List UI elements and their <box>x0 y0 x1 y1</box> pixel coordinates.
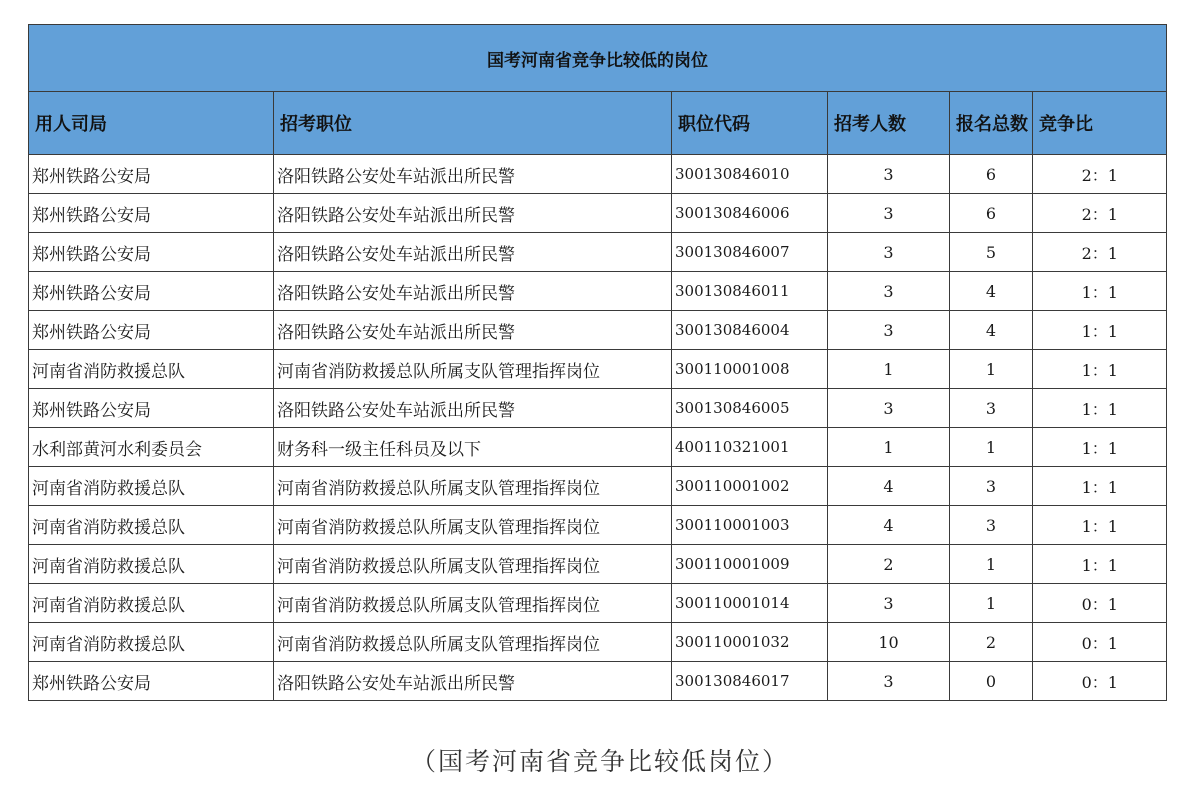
cell-dept: 郑州铁路公安局 <box>29 272 274 311</box>
cell-code: 300130846005 <box>672 389 828 428</box>
header-applicants: 报名总数 <box>950 92 1033 155</box>
cell-applicants: 4 <box>950 272 1033 311</box>
cell-position: 河南省消防救援总队所属支队管理指挥岗位 <box>274 467 672 506</box>
cell-recruit: 4 <box>828 506 950 545</box>
cell-dept: 河南省消防救援总队 <box>29 506 274 545</box>
cell-position: 洛阳铁路公安处车站派出所民警 <box>274 155 672 194</box>
cell-dept: 河南省消防救援总队 <box>29 623 274 662</box>
cell-code: 300130846004 <box>672 311 828 350</box>
cell-recruit: 3 <box>828 389 950 428</box>
cell-code: 300110001009 <box>672 545 828 584</box>
table-row <box>29 662 1167 701</box>
table-row <box>29 233 1167 272</box>
table-row <box>29 506 1167 545</box>
cell-position: 洛阳铁路公安处车站派出所民警 <box>274 311 672 350</box>
table-row <box>29 389 1167 428</box>
cell-position: 洛阳铁路公安处车站派出所民警 <box>274 389 672 428</box>
cell-applicants: 3 <box>950 467 1033 506</box>
cell-dept: 郑州铁路公安局 <box>29 233 274 272</box>
header-dept: 用人司局 <box>29 92 274 155</box>
table-row <box>29 194 1167 233</box>
header-position: 招考职位 <box>274 92 672 155</box>
cell-ratio: 0：1 <box>1033 662 1167 701</box>
cell-applicants: 3 <box>950 506 1033 545</box>
cell-ratio: 2：1 <box>1033 233 1167 272</box>
cell-ratio: 2：1 <box>1033 194 1167 233</box>
cell-recruit: 10 <box>828 623 950 662</box>
cell-ratio: 1：1 <box>1033 467 1167 506</box>
cell-applicants: 1 <box>950 428 1033 467</box>
cell-recruit: 1 <box>828 350 950 389</box>
cell-position: 河南省消防救援总队所属支队管理指挥岗位 <box>274 584 672 623</box>
cell-ratio: 1：1 <box>1033 272 1167 311</box>
cell-dept: 河南省消防救援总队 <box>29 584 274 623</box>
cell-ratio: 1：1 <box>1033 389 1167 428</box>
cell-ratio: 2：1 <box>1033 155 1167 194</box>
table-title: 国考河南省竞争比较低的岗位 <box>29 25 1167 92</box>
table-body <box>29 155 1167 701</box>
cell-code: 300110001002 <box>672 467 828 506</box>
cell-recruit: 3 <box>828 155 950 194</box>
position-table <box>28 24 1167 701</box>
table-title-row <box>29 25 1167 92</box>
cell-position: 洛阳铁路公安处车站派出所民警 <box>274 662 672 701</box>
cell-applicants: 3 <box>950 389 1033 428</box>
table-row <box>29 584 1167 623</box>
cell-ratio: 1：1 <box>1033 506 1167 545</box>
cell-dept: 郑州铁路公安局 <box>29 311 274 350</box>
table-row <box>29 623 1167 662</box>
table-row <box>29 350 1167 389</box>
cell-position: 财务科一级主任科员及以下 <box>274 428 672 467</box>
cell-recruit: 4 <box>828 467 950 506</box>
cell-code: 300130846017 <box>672 662 828 701</box>
cell-recruit: 3 <box>828 272 950 311</box>
cell-position: 河南省消防救援总队所属支队管理指挥岗位 <box>274 506 672 545</box>
cell-recruit: 3 <box>828 194 950 233</box>
cell-code: 300110001003 <box>672 506 828 545</box>
cell-applicants: 6 <box>950 194 1033 233</box>
table-row <box>29 545 1167 584</box>
cell-recruit: 3 <box>828 662 950 701</box>
cell-recruit: 1 <box>828 428 950 467</box>
cell-position: 河南省消防救援总队所属支队管理指挥岗位 <box>274 350 672 389</box>
table-row <box>29 155 1167 194</box>
cell-position: 洛阳铁路公安处车站派出所民警 <box>274 194 672 233</box>
cell-applicants: 1 <box>950 584 1033 623</box>
cell-applicants: 2 <box>950 623 1033 662</box>
cell-code: 300130846010 <box>672 155 828 194</box>
cell-code: 300110001008 <box>672 350 828 389</box>
cell-applicants: 6 <box>950 155 1033 194</box>
cell-ratio: 0：1 <box>1033 623 1167 662</box>
image-caption: （国考河南省竞争比较低岗位） <box>410 747 789 776</box>
cell-recruit: 3 <box>828 584 950 623</box>
cell-applicants: 1 <box>950 545 1033 584</box>
cell-dept: 水利部黄河水利委员会 <box>29 428 274 467</box>
cell-dept: 河南省消防救援总队 <box>29 350 274 389</box>
cell-dept: 郑州铁路公安局 <box>29 662 274 701</box>
cell-applicants: 5 <box>950 233 1033 272</box>
cell-position: 洛阳铁路公安处车站派出所民警 <box>274 272 672 311</box>
cell-applicants: 4 <box>950 311 1033 350</box>
table-header-row <box>29 92 1167 155</box>
table-row <box>29 428 1167 467</box>
cell-dept: 河南省消防救援总队 <box>29 545 274 584</box>
cell-ratio: 1：1 <box>1033 428 1167 467</box>
position-table-container <box>28 24 1166 701</box>
cell-code: 400110321001 <box>672 428 828 467</box>
cell-recruit: 2 <box>828 545 950 584</box>
cell-ratio: 1：1 <box>1033 311 1167 350</box>
cell-dept: 郑州铁路公安局 <box>29 194 274 233</box>
cell-dept: 河南省消防救援总队 <box>29 467 274 506</box>
header-ratio: 竞争比 <box>1033 92 1167 155</box>
cell-code: 300130846011 <box>672 272 828 311</box>
cell-code: 300110001032 <box>672 623 828 662</box>
table-row <box>29 272 1167 311</box>
cell-dept: 郑州铁路公安局 <box>29 389 274 428</box>
cell-position: 河南省消防救援总队所属支队管理指挥岗位 <box>274 545 672 584</box>
cell-code: 300130846007 <box>672 233 828 272</box>
cell-applicants: 1 <box>950 350 1033 389</box>
header-code: 职位代码 <box>672 92 828 155</box>
cell-applicants: 0 <box>950 662 1033 701</box>
table-row <box>29 467 1167 506</box>
cell-code: 300110001014 <box>672 584 828 623</box>
cell-ratio: 0：1 <box>1033 584 1167 623</box>
cell-ratio: 1：1 <box>1033 350 1167 389</box>
cell-code: 300130846006 <box>672 194 828 233</box>
header-recruit: 招考人数 <box>828 92 950 155</box>
cell-position: 河南省消防救援总队所属支队管理指挥岗位 <box>274 623 672 662</box>
cell-recruit: 3 <box>828 233 950 272</box>
cell-dept: 郑州铁路公安局 <box>29 155 274 194</box>
cell-recruit: 3 <box>828 311 950 350</box>
cell-ratio: 1：1 <box>1033 545 1167 584</box>
cell-position: 洛阳铁路公安处车站派出所民警 <box>274 233 672 272</box>
table-row <box>29 311 1167 350</box>
